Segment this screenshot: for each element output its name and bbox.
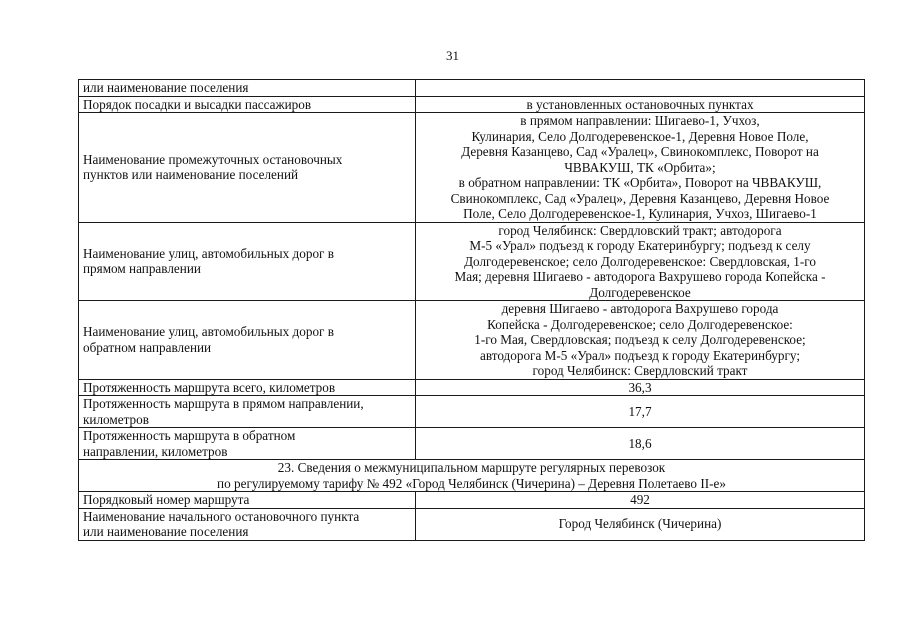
row-value-line: 36,3 (628, 379, 652, 395)
row-value-line: в обратном направлении: ТК «Орбита», Поворот на ЧВВАКУШ, (458, 175, 822, 190)
row-label-line: Протяженность маршрута в прямом направлении, (83, 396, 364, 411)
row-label-line: Порядок посадки и высадки пассажиров (83, 96, 312, 112)
table-row (79, 113, 865, 223)
section-row (79, 460, 865, 492)
row-label-line: Протяженность маршрута в обратном (83, 428, 296, 443)
row-label (79, 508, 416, 540)
row-label-line: Наименование улиц, автомобильных дорог в (83, 324, 334, 340)
row-value (416, 113, 865, 223)
row-value (416, 492, 865, 509)
row-value-line: Деревня Казанцево, Сад «Уралец», Свинокомплекс, Поворот на (461, 144, 819, 159)
row-label-line: километров (83, 411, 149, 427)
table-row (79, 492, 865, 509)
table-row (79, 428, 865, 460)
page-number: 31 (446, 48, 459, 63)
row-value-line: в установленных остановочных пунктах (526, 96, 754, 112)
row-label (79, 96, 416, 113)
row-label (79, 428, 416, 460)
row-value (416, 96, 865, 113)
row-label (79, 396, 416, 428)
row-value (416, 396, 865, 428)
row-label (79, 113, 416, 223)
section-heading-line: 23. Сведения о межмуниципальном маршруте регулярных перевозок (277, 460, 666, 475)
section-heading-line: по регулируемому тарифу № 492 «Город Челябинск (Чичерина) – Деревня Полетаево II-е» (217, 475, 726, 491)
row-value-line: Свинокомплекс, Сад «Уралец», Деревня Казанцево, Деревня Новое (450, 190, 830, 206)
row-value-line: 492 (630, 492, 650, 507)
row-value-line: 1-го Мая, Свердловская; подъезд к селу Долгодеревенское; (474, 332, 806, 347)
row-value-line: Долгодеревенское (589, 284, 691, 300)
row-value-line: город Челябинск: Свердловский тракт; автодорога (498, 222, 782, 238)
row-value-line: ЧВВАКУШ, ТК «Орбита»; (564, 159, 716, 175)
row-value-line: Копейска - Долгодеревенское; село Долгодеревенское: (487, 316, 793, 332)
row-value-line: 17,7 (628, 403, 652, 419)
row-label-line: пунктов или наименование поселений (83, 167, 299, 183)
row-label-line: Наименование промежуточных остановочных (83, 151, 343, 167)
row-label-line: обратном направлении (83, 339, 212, 355)
table-row (79, 222, 865, 301)
row-label (79, 379, 416, 396)
table-row (79, 96, 865, 113)
row-value-line (420, 80, 860, 96)
table-row (79, 508, 865, 540)
row-label-line: направлении, километров (83, 443, 228, 459)
row-value (416, 80, 865, 97)
row-label-line: Наименование начального остановочного пункта (83, 508, 360, 524)
table-row (79, 396, 865, 428)
row-value (416, 301, 865, 380)
row-value-line: город Челябинск: Свердловский тракт (532, 363, 748, 378)
route-info-table (78, 79, 865, 541)
row-value (416, 428, 865, 460)
row-label (79, 222, 416, 301)
row-value-line: М-5 «Урал» подъезд к городу Екатеринбургу; подъезд к селу (469, 238, 811, 253)
row-label (79, 301, 416, 380)
row-label (79, 80, 416, 97)
row-value-line: Кулинария, Село Долгодеревенское-1, Деревня Новое Поле, (471, 128, 809, 144)
row-value (416, 508, 865, 540)
row-value-line: деревня Шигаево - автодорога Вахрушево города (501, 301, 779, 316)
row-label-line: или наименование поселения (83, 80, 249, 95)
row-value-line: Поле, Село Долгодеревенское-1, Кулинария, Учхоз, Шигаево-1 (463, 206, 817, 221)
row-label-line: Протяженность маршрута всего, километров (83, 379, 336, 395)
table-row (79, 379, 865, 396)
row-label-line: Наименование улиц, автомобильных дорог в (83, 245, 334, 261)
row-value-line: Мая; деревня Шигаево - автодорога Вахрушево города Копейска - (454, 269, 826, 284)
table-row (79, 301, 865, 380)
row-label-line: или наименование поселения (83, 524, 249, 539)
row-label-line: Порядковый номер маршрута (83, 492, 250, 507)
row-value-line: 18,6 (628, 435, 652, 451)
row-value-line: в прямом направлении: Шигаево-1, Учхоз, (520, 113, 760, 128)
row-value (416, 379, 865, 396)
row-value (416, 222, 865, 301)
section-heading (79, 460, 865, 492)
row-label-line: прямом направлении (83, 261, 201, 277)
row-value-line: автодорога М-5 «Урал» подъезд к городу Екатеринбургу; (480, 347, 800, 363)
row-value-line: Город Челябинск (Чичерина) (558, 516, 722, 532)
row-label (79, 492, 416, 509)
table-row (79, 80, 865, 97)
row-value-line: Долгодеревенское; село Долгодеревенское: Свердловская, 1-го (464, 253, 816, 269)
